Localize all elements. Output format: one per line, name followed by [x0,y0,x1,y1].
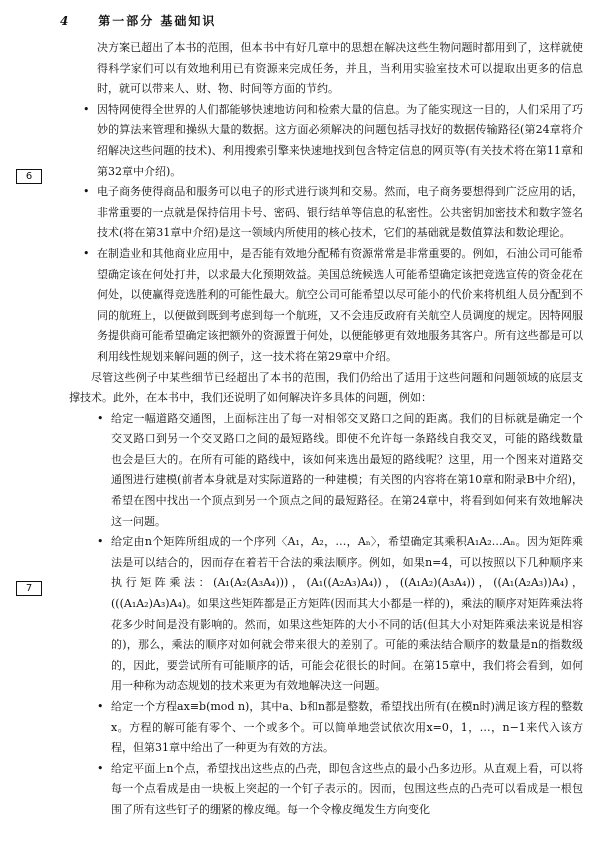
list-item [83,100,583,182]
list-item [97,409,583,533]
list-item-text: 给定由n个矩阵所组成的一个序列〈A₁，A₂，…，Aₙ〉，希望确定其乘积A₁A₂…Aₙ。因为矩阵乘法是可以结合的，因而存在着若干合法的乘法顺序。例如，如果n=4，可以按照以下几种顺序来执行矩阵乘法：(A₁(A₂(A₃A₄)))，(A₁((A₂A₃)A₄))，((A₁A₂)(A₃A₄))，((A₁(A₂A₃))A₄)，(((A₁A₂)A₃)A₄)。如果这些矩阵都是正方矩阵(因而其大小都是一样的)，乘法的顺序对矩阵乘法将花多少时间是没有影响的。然而，如果这些矩阵的大小不同的话(但其大小对矩阵乘法来说是相容的)，那么，乘法的顺序对如何就会带来很大的差别了。可能的乘法结合顺序的数量是n的指数级的，因此，要尝试所有可能顺序的话，可能会花很长的时间。在第15章中，我们将会看到，如何用一种称为动态规划的技术来更为有效地解决这一问题。 [111,535,583,693]
list-item [83,244,583,368]
page-header [60,12,571,29]
list-item [97,532,583,697]
bullet-icon: • [97,535,104,549]
bullet-icon: • [97,761,104,775]
list-item [97,759,583,821]
bullet-icon: • [83,102,90,116]
bullet-icon: • [83,185,90,199]
list-item-text: 给定平面上n个点，希望找出这些点的凸壳，即包含这些点的最小凸多边形。从直观上看，可以将每一个点看成是由一块板上突起的一个钉子表示的。因而，包围这些点的凸壳可以看成是一根包围了所有这些钉子的绷紧的橡皮绳。每一个令橡皮绳发生方向变化 [111,761,583,816]
paragraph: 尽管这些例子中某些细节已经超出了本书的范围，我们仍给出了适用于这些问题和问题领域的底层支撑技术。此外，在本书中，我们还说明了如何解决许多具体的问题，例如： [69,370,583,405]
list-item [97,697,583,759]
list-item-text: 在制造业和其他商业应用中，是否能有效地分配稀有资源常常是非常重要的。例如，石油公司可能希望确定该在何处打井，以求最大化预期效益。美国总统候选人可能希望确定该把竞选宣传的资金花在何处，以使赢得竞选胜利的可能性最大。航空公司可能希望以尽可能小的代价来将机组人员分配到不同的航班上，以便做到既到考虑到每一个航班，又不会违反政府有关航空人员调度的规定。因特网服务提供商可能希望确定该把额外的资源置于何处，以便能够更有效地服务其客户。所有这些都是可以利用线性规划来解问题的例子，这一技术将在第29章中介绍。 [97,246,583,363]
bullet-icon: • [97,700,104,713]
paragraph: 决方案已超出了本书的范围，但本书中有好几章中的思想在解决这些生物问题时都用到了，这样就使得科学家们可以有效地利用已有资源来完成任务，并且，当利用实验室技术可以提取出更多的信息时，就可以带来人、财、物、时间等方面的节约。 [97,41,583,96]
bullet-icon: • [83,246,90,260]
list-item-text: 电子商务使得商品和服务可以电子的形式进行谈判和交易。然而，电子商务要想得到广泛应用的话，非常重要的一点就是保持信用卡号、密码、银行结单等信息的私密性。公共密钥加密技术和数字签名技术(将在第31章中介绍)是这一领域内所使用的核心技术，它们的基础就是数值算法和数论理论。 [97,185,583,240]
body-text [69,38,583,821]
margin-page-marker: 6 [16,169,42,184]
list-item [83,182,583,244]
list-item-text: 因特网使得全世界的人们都能够快速地访问和检索大量的信息。为了能实现这一目的，人们采用了巧妙的算法来管理和操纵大量的数据。这方面必须解决的问题包括寻找好的数据传输路径(第24章将介绍解决这些问题的技术)、利用搜索引擎来快速地找到包含特定信息的网页等(有关技术将在第11章和第32章中介绍)。 [97,102,583,178]
bullet-icon: • [97,411,104,425]
list-item-text: 给定一个方程ax≡b(mod n)，其中a、b和n都是整数，希望找出所有(在模n时)满足该方程的整数x。方程的解可能有零个、一个或多个。可以简单地尝试依次用x=0，1，…，n−1来代入该方程，但第31章中给出了一种更为有效的方法。 [111,700,583,755]
page-number: 4 [60,14,71,28]
list-item-text: 给定一幅道路交通图，上面标注出了每一对相邻交叉路口之间的距离。我们的目标就是确定一个交叉路口到另一个交叉路口之间的最短路线。即使不允许每一条路线自我交叉，可能的路线数量也会是巨大的。在所有可能的路线中，该如何来选出最短的路线呢？这里，用一个图来对道路交通图进行建模(前者本身就是对实际道路的一种建模；有关图的内容将在第10章和附录B中介绍)，希望在图中找出一个顶点到另一个顶点之间的最短路径。在第24章中，将看到如何来有效地解决这一问题。 [111,411,583,528]
margin-page-marker: 7 [16,581,42,596]
running-title: 第一部分 基础知识 [98,14,217,28]
